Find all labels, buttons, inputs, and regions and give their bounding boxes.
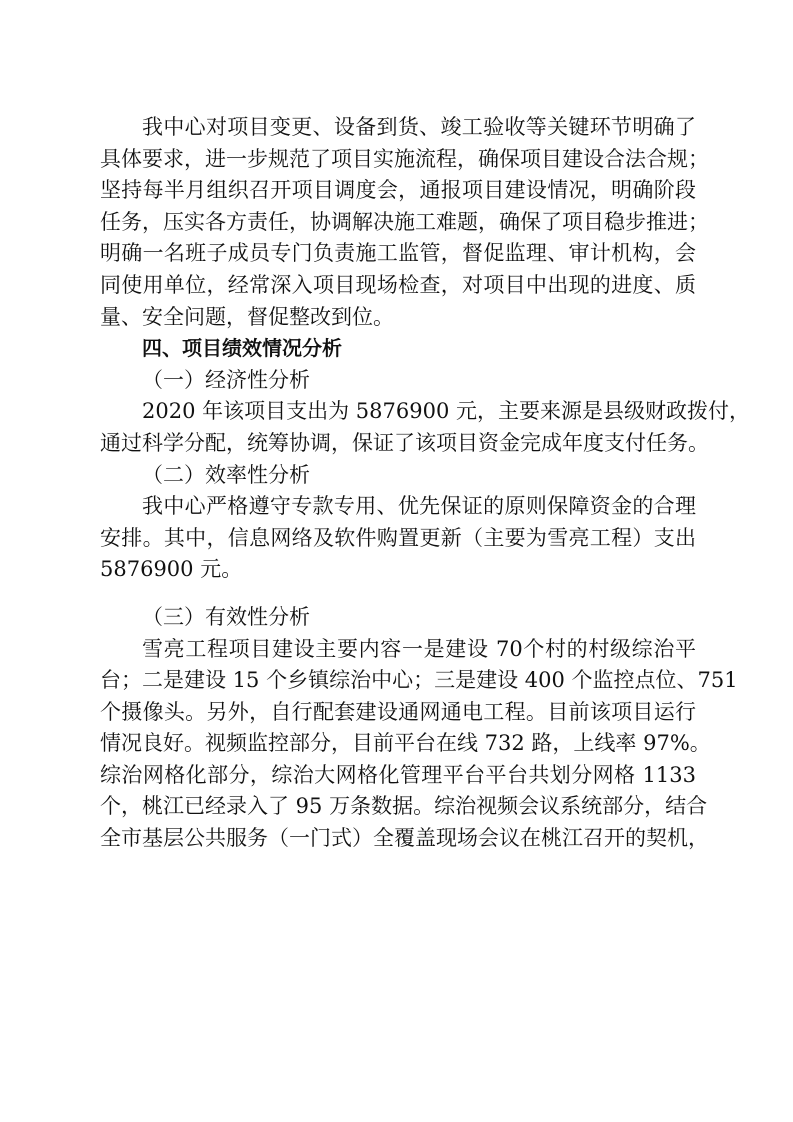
text-line: 任务，压实各方责任，协调解决施工难题，确保了项目稳步推进； — [100, 209, 709, 234]
spacer — [100, 586, 696, 602]
text-line: 量、安全问题，督促整改到位。 — [100, 304, 394, 329]
subsection-heading: （三）有效性分析 — [142, 604, 310, 629]
text-line: 同使用单位，经常深入项目现场检查，对项目中出现的进度、质 — [100, 272, 696, 297]
text-line: 5876900 元。 — [100, 557, 243, 582]
text-line: 通过科学分配，统筹协调，保证了该项目资金完成年度支付任务。 — [100, 430, 709, 455]
paragraph-economy — [100, 396, 750, 459]
text-line: 坚持每半月组织召开项目调度会，通报项目建设情况，明确阶段 — [100, 178, 696, 203]
paragraph-effectiveness — [100, 634, 738, 855]
text-line: 明确一名班子成员专门负责施工监管，督促监理、审计机构，会 — [100, 241, 696, 266]
document-page — [100, 112, 750, 855]
text-line: 个，桃江已经录入了 95 万条数据。综治视频会议系统部分，结合 — [100, 794, 708, 819]
subsection-heading: （二）效率性分析 — [142, 462, 310, 487]
subsection-heading: （一）经济性分析 — [142, 367, 310, 392]
text-line: 安排。其中，信息网络及软件购置更新（主要为雪亮工程）支出 — [100, 525, 696, 550]
paragraph-efficiency — [100, 491, 696, 586]
text-line: 我中心对项目变更、设备到货、竣工验收等关键环节明确了 — [142, 115, 696, 139]
text-line: 我中心严格遵守专款专用、优先保证的原则保障资金的合理 — [142, 494, 696, 519]
text-line: 台；二是建设 15 个乡镇综治中心；三是建设 400 个监控点位、751 — [100, 668, 738, 693]
section-heading: 四、项目绩效情况分析 — [142, 336, 342, 361]
text-line: 具体要求，进一步规范了项目实施流程，确保项目建设合法合规； — [100, 146, 709, 171]
paragraph-project-management — [100, 112, 709, 333]
text-line: 全市基层公共服务（一门式）全覆盖现场会议在桃江召开的契机， — [100, 826, 709, 851]
text-line: 综治网格化部分，综治大网格化管理平台平台共划分网格 1133 — [100, 762, 696, 787]
text-line: 个摄像头。另外，自行配套建设通网通电工程。目前该项目运行 — [100, 699, 696, 724]
text-line: 情况良好。视频监控部分，目前平台在线 732 路，上线率 97%。 — [100, 731, 711, 756]
text-line: 雪亮工程项目建设主要内容一是建设 70个村的村级综治平 — [142, 636, 696, 661]
text-line: 2020 年该项目支出为 5876900 元，主要来源是县级财政拨付， — [142, 399, 750, 424]
